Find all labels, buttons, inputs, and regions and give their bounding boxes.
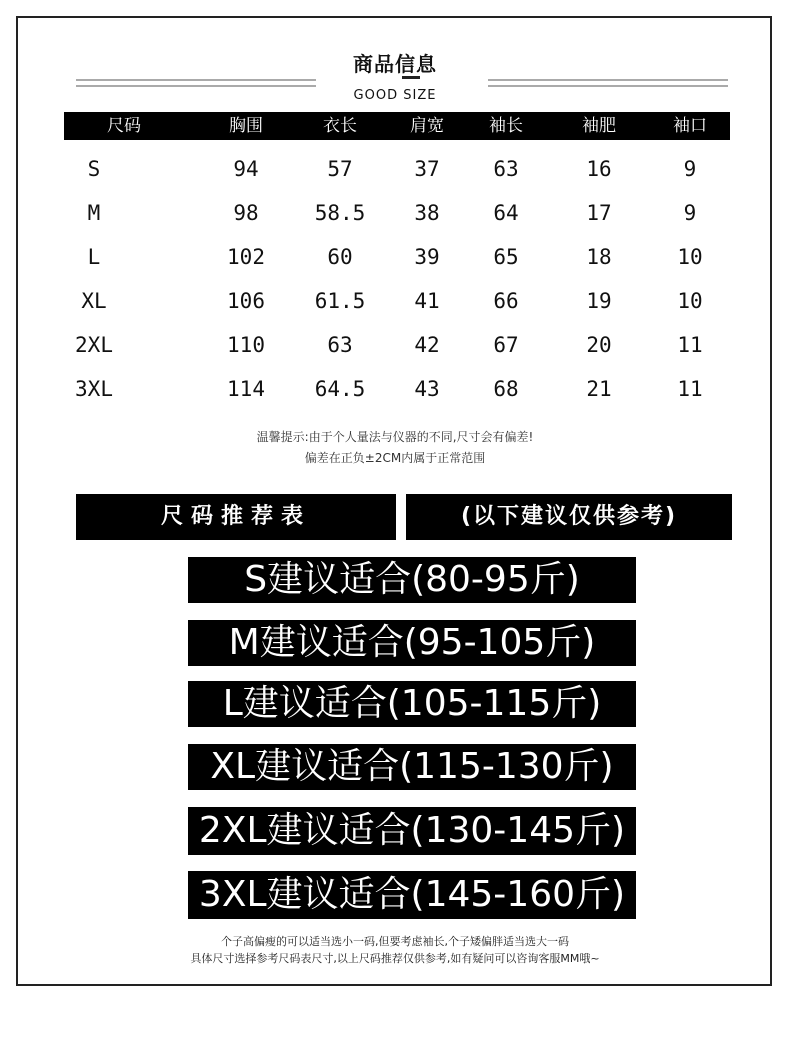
page-title: 商品信息	[353, 52, 437, 76]
recommend-table-title: 尺码推荐表	[76, 494, 396, 540]
size-table-header	[64, 112, 730, 140]
table-cell: 57	[327, 157, 353, 181]
table-cell: 9	[683, 201, 697, 225]
table-cell: 114	[227, 377, 265, 401]
column-header-cuff: 袖口	[673, 116, 707, 136]
table-cell: 11	[677, 377, 703, 401]
column-header-length: 衣长	[323, 116, 357, 136]
table-cell: 41	[414, 289, 440, 313]
table-cell: 43	[414, 377, 440, 401]
table-cell: 2XL	[75, 333, 113, 357]
recommend-item-3xl: 3XL建议适合(145-160斤)	[188, 871, 636, 919]
table-cell: 3XL	[75, 377, 113, 401]
table-cell: 16	[586, 157, 612, 181]
table-cell: 94	[233, 157, 259, 181]
table-cell: 66	[493, 289, 519, 313]
recommend-item-xl: XL建议适合(115-130斤)	[188, 744, 636, 790]
column-header-sleeve-width: 袖肥	[582, 116, 616, 136]
column-header-sleeve-length: 袖长	[489, 116, 523, 136]
tolerance-note: 偏差在正负±2CM内属于正常范围	[304, 451, 486, 465]
table-row	[0, 323, 790, 367]
table-cell: 21	[586, 377, 612, 401]
table-cell: 67	[493, 333, 519, 357]
table-cell: 64	[493, 201, 519, 225]
table-cell: 37	[414, 157, 440, 181]
column-header-chest: 胸围	[229, 116, 263, 136]
recommend-item-s: S建议适合(80-95斤)	[188, 557, 636, 603]
table-cell: 110	[227, 333, 265, 357]
column-header-shoulder: 肩宽	[410, 116, 444, 136]
table-cell: 11	[677, 333, 703, 357]
table-cell: M	[87, 201, 101, 225]
table-cell: 63	[327, 333, 353, 357]
column-header-size: 尺码	[107, 116, 141, 136]
recommend-disclaimer: (以下建议仅供参考)	[406, 494, 732, 540]
decorative-line	[76, 85, 316, 87]
table-cell: 10	[677, 289, 703, 313]
footer-advice: 个子高偏瘦的可以适当选小一码,但要考虑袖长,个子矮偏胖适当选大一码	[221, 935, 569, 948]
recommend-item-l: L建议适合(105-115斤)	[188, 681, 636, 727]
table-cell: 102	[227, 245, 265, 269]
table-cell: 106	[227, 289, 265, 313]
table-cell: 39	[414, 245, 440, 269]
table-cell: 64.5	[314, 377, 366, 401]
table-cell: 17	[586, 201, 612, 225]
page-subtitle: GOOD SIZE	[353, 88, 437, 103]
table-cell: 10	[677, 245, 703, 269]
table-cell: 38	[414, 201, 440, 225]
table-cell: S	[87, 157, 101, 181]
table-cell: 19	[586, 289, 612, 313]
table-cell: L	[87, 245, 101, 269]
table-cell: 18	[586, 245, 612, 269]
table-cell: 65	[493, 245, 519, 269]
table-row	[0, 279, 790, 323]
table-cell: 58.5	[314, 201, 366, 225]
table-cell: 98	[233, 201, 259, 225]
table-cell: 20	[586, 333, 612, 357]
table-cell: 9	[683, 157, 697, 181]
table-cell: 61.5	[314, 289, 366, 313]
title-underline	[402, 76, 420, 79]
table-cell: 60	[327, 245, 353, 269]
decorative-line	[488, 79, 728, 81]
decorative-line	[76, 79, 316, 81]
footer-contact: 具体尺寸选择参考尺码表尺寸,以上尺码推荐仅供参考,如有疑问可以咨询客服MM哦~	[190, 952, 600, 965]
table-row	[0, 235, 790, 279]
table-row	[0, 147, 790, 191]
recommend-item-2xl: 2XL建议适合(130-145斤)	[188, 807, 636, 855]
table-cell: XL	[81, 289, 107, 313]
table-cell: 63	[493, 157, 519, 181]
table-cell: 42	[414, 333, 440, 357]
decorative-line	[488, 85, 728, 87]
table-row	[0, 367, 790, 411]
measurement-note: 温馨提示:由于个人量法与仪器的不同,尺寸会有偏差!	[256, 430, 534, 444]
recommend-item-m: M建议适合(95-105斤)	[188, 620, 636, 666]
table-row	[0, 191, 790, 235]
table-cell: 68	[493, 377, 519, 401]
